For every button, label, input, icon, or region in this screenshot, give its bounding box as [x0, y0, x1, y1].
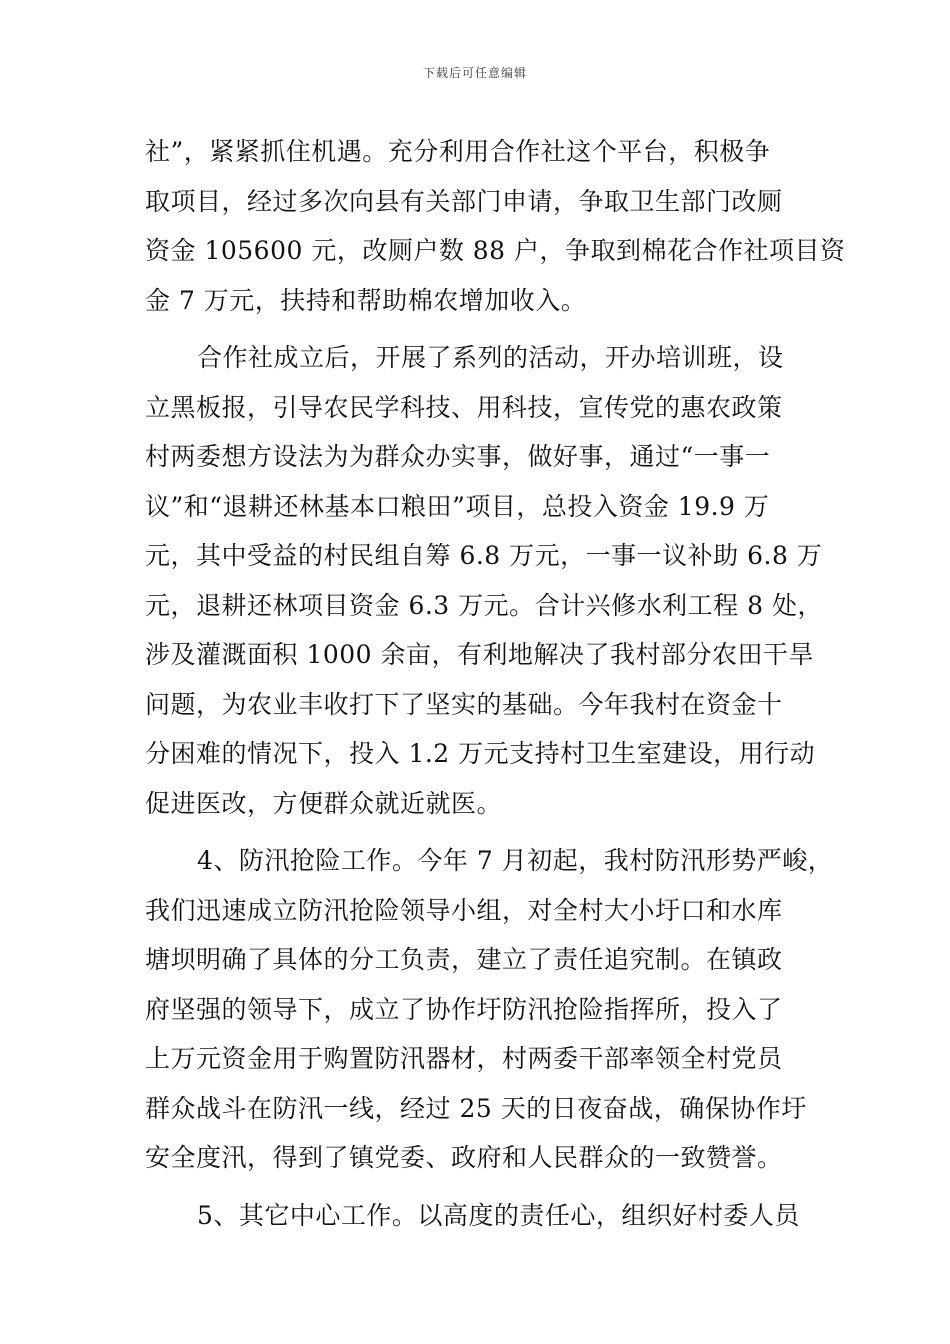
text-line: 安全度汛，得到了镇党委、政府和人民群众的一致赞誉。 — [145, 1143, 783, 1172]
text-line: 资金 105600 元，改厕户数 88 户，争取到棉花合作社项目资 — [145, 236, 846, 265]
paragraph — [145, 127, 846, 325]
paragraph — [145, 1191, 810, 1241]
text-line: 4、防汛抢险工作。今年 7 月初起，我村防汛形势严峻， — [197, 846, 834, 875]
text-line: 立黑板报，引导农民学科技、用科技，宣传党的惠农政策 — [145, 392, 783, 422]
page-header: 下载后可任意编辑 — [422, 66, 527, 80]
text-line: 促进医改，方便群众就近就医。 — [145, 788, 503, 818]
text-line: 上万元资金用于购置防汛器材，村两委干部率领全村党员 — [145, 1044, 783, 1073]
text-line: 社”，紧紧抓住机遇。充分利用合作社这个平台，积极争 — [145, 137, 771, 166]
text-line: 涉及灌溉面积 1000 余亩，有利地解决了我村部分农田干旱 — [145, 640, 815, 669]
text-line: 群众战斗在防汛一线，经过 25 天的日夜奋战，确保协作圩 — [145, 1093, 807, 1123]
text-line: 分困难的情况下，投入 1.2 万元支持村卫生室建设，用行动 — [145, 739, 816, 768]
text-line: 议”和“退耕还林基本口粮田”项目，总投入资金 19.9 万 — [145, 491, 770, 521]
text-line: 合作社成立后，开展了系列的活动，开办培训班，设 — [197, 343, 784, 372]
text-line: 村两委想方设法为为群众办实事，做好事，通过“一事一 — [145, 442, 771, 471]
text-line: 取项目，经过多次向县有关部门申请，争取卫生部门改厕 — [145, 186, 783, 216]
text-line: 5、其它中心工作。以高度的责任心，组织好村委人员 — [197, 1200, 800, 1230]
text-line: 元，其中受益的村民组自筹 6.8 万元，一事一议补助 6.8 万 — [145, 541, 823, 570]
text-line: 金 7 万元，扶持和帮助棉农增加收入。 — [145, 285, 587, 315]
paragraph — [145, 836, 834, 1183]
text-line: 我们迅速成立防汛抢险领导小组，对全村大小圩口和水库 — [145, 895, 783, 925]
text-line: 府坚强的领导下，成立了协作圩防汛抢险指挥所，投入了 — [145, 994, 783, 1024]
text-line: 问题，为农业丰收打下了坚实的基础。今年我村在资金十 — [145, 689, 783, 719]
text-line: 元，退耕还林项目资金 6.3 万元。合计兴修水利工程 8 处， — [145, 590, 823, 620]
paragraph — [145, 333, 823, 828]
document-body — [145, 127, 846, 1240]
text-line: 塘坝明确了具体的分工负责，建立了责任追究制。在镇政 — [145, 945, 783, 974]
